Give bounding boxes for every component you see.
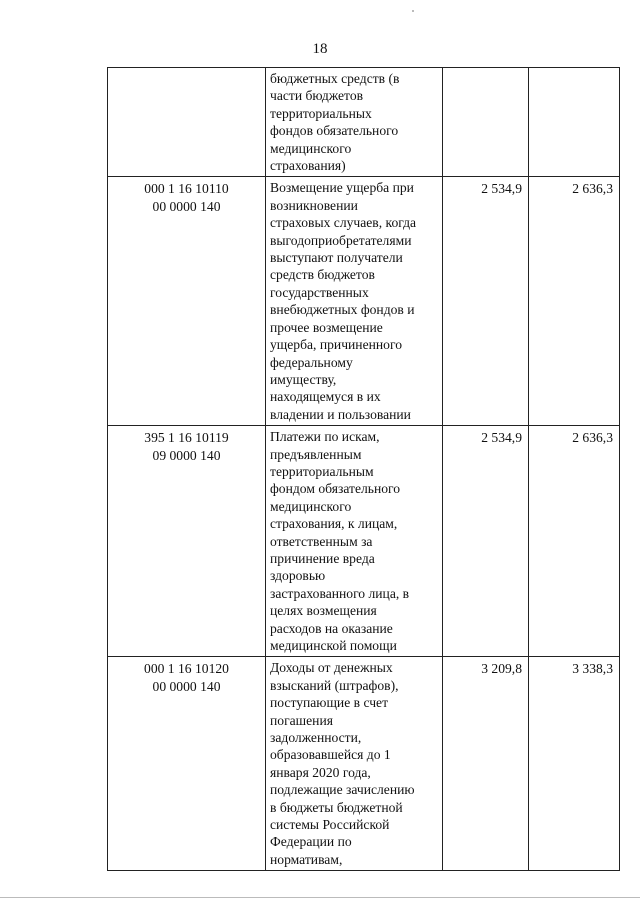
name-line: страховых случаев, когда — [270, 215, 417, 231]
name-line: фондом обязательного — [270, 481, 401, 497]
name-line: целях возмещения — [270, 603, 377, 619]
value-text — [529, 68, 619, 71]
table-row — [108, 426, 620, 657]
name-line: Доходы от денежных — [270, 660, 393, 676]
name-line: возникновении — [270, 197, 358, 213]
value-text: 3 209,8 — [481, 661, 522, 677]
name-line: владении и пользовании — [270, 406, 411, 422]
table-row — [108, 177, 620, 426]
value-2021-cell — [443, 657, 529, 871]
name-line: страхования, к лицам, — [270, 516, 398, 532]
name-line: фондов обязательного — [270, 123, 399, 139]
code-cell — [108, 657, 266, 871]
name-line: части бюджетов — [270, 88, 364, 104]
name-line: Федерации по — [270, 834, 352, 850]
name-line: выступают получатели — [270, 250, 403, 266]
name-line: бюджетных средств (в — [270, 71, 400, 86]
value-2021-cell — [443, 177, 529, 426]
name-line: территориальным — [270, 463, 374, 479]
name-line: находящемуся в их — [270, 389, 381, 405]
name-line: выгодоприобретателями — [270, 232, 412, 248]
value-text: 2 636,3 — [572, 181, 613, 197]
code-line: 000 1 16 10110 — [144, 181, 229, 197]
code-text — [108, 68, 265, 71]
name-line: медицинского — [270, 498, 352, 514]
name-line: медицинского — [270, 140, 352, 156]
name-line: расходов на оказание — [270, 620, 393, 636]
code-text — [108, 177, 265, 215]
scan-edge-line — [0, 897, 640, 898]
code-text — [108, 657, 265, 695]
value-2021-cell — [443, 426, 529, 657]
value-2022-cell — [529, 657, 620, 871]
name-line: внебюджетных фондов и — [270, 302, 415, 318]
scan-speck — [412, 10, 414, 12]
name-line: федеральному — [270, 354, 353, 370]
name-line: ответственным за — [270, 533, 373, 549]
name-line: территориальных — [270, 105, 372, 121]
revenue-table — [107, 67, 620, 871]
code-cell — [108, 426, 266, 657]
code-text — [108, 426, 265, 464]
name-text — [266, 177, 442, 425]
name-text — [266, 426, 442, 656]
name-line: поступающие в счет — [270, 695, 389, 711]
name-text — [266, 657, 442, 870]
name-line: прочее возмещение — [270, 319, 383, 335]
name-cell — [266, 177, 443, 426]
name-line: в бюджеты бюджетной — [270, 799, 403, 815]
value-2021-cell — [443, 68, 529, 177]
name-line: медицинской помощи — [270, 638, 397, 653]
code-cell — [108, 68, 266, 177]
name-line: предъявленным — [270, 446, 362, 462]
value-2022-cell — [529, 177, 620, 426]
name-line: подлежащие зачислению — [270, 782, 415, 798]
name-line: задолженности, — [270, 730, 362, 746]
name-line: образовавшейся до 1 — [270, 747, 391, 763]
code-cell — [108, 177, 266, 426]
page-number: 18 — [312, 41, 328, 57]
value-text: 2 636,3 — [572, 430, 613, 446]
code-line: 00 0000 140 — [152, 678, 221, 694]
name-line: ущерба, причиненного — [270, 337, 402, 353]
name-cell — [266, 68, 443, 177]
value-2022-cell — [529, 68, 620, 177]
value-text — [443, 68, 528, 71]
name-cell — [266, 657, 443, 871]
name-line: имуществу, — [270, 371, 337, 387]
name-line: Возмещение ущерба при — [270, 180, 414, 196]
name-line: взысканий (штрафов), — [270, 677, 399, 693]
name-line: Платежи по искам, — [270, 429, 380, 445]
name-line: страхования) — [270, 158, 346, 174]
code-line: 00 0000 140 — [152, 198, 221, 214]
code-line: 09 0000 140 — [152, 447, 221, 463]
name-line: погашения — [270, 712, 333, 728]
name-line: застрахованного лица, в — [270, 585, 410, 601]
name-line: января 2020 года, — [270, 764, 371, 780]
value-text: 2 534,9 — [481, 181, 522, 197]
name-line: средств бюджетов — [270, 267, 375, 283]
name-text — [266, 68, 442, 176]
name-line: нормативам, — [270, 851, 343, 867]
code-line: 000 1 16 10120 — [144, 661, 229, 677]
value-2022-cell — [529, 426, 620, 657]
name-line: системы Российской — [270, 817, 390, 833]
table-row — [108, 68, 620, 177]
name-line: здоровью — [270, 568, 326, 584]
name-line: государственных — [270, 284, 369, 300]
name-cell — [266, 426, 443, 657]
value-text: 2 534,9 — [481, 430, 522, 446]
name-line: причинение вреда — [270, 550, 375, 566]
table-row — [108, 657, 620, 871]
value-text: 3 338,3 — [572, 661, 613, 677]
code-line: 395 1 16 10119 — [144, 430, 229, 446]
